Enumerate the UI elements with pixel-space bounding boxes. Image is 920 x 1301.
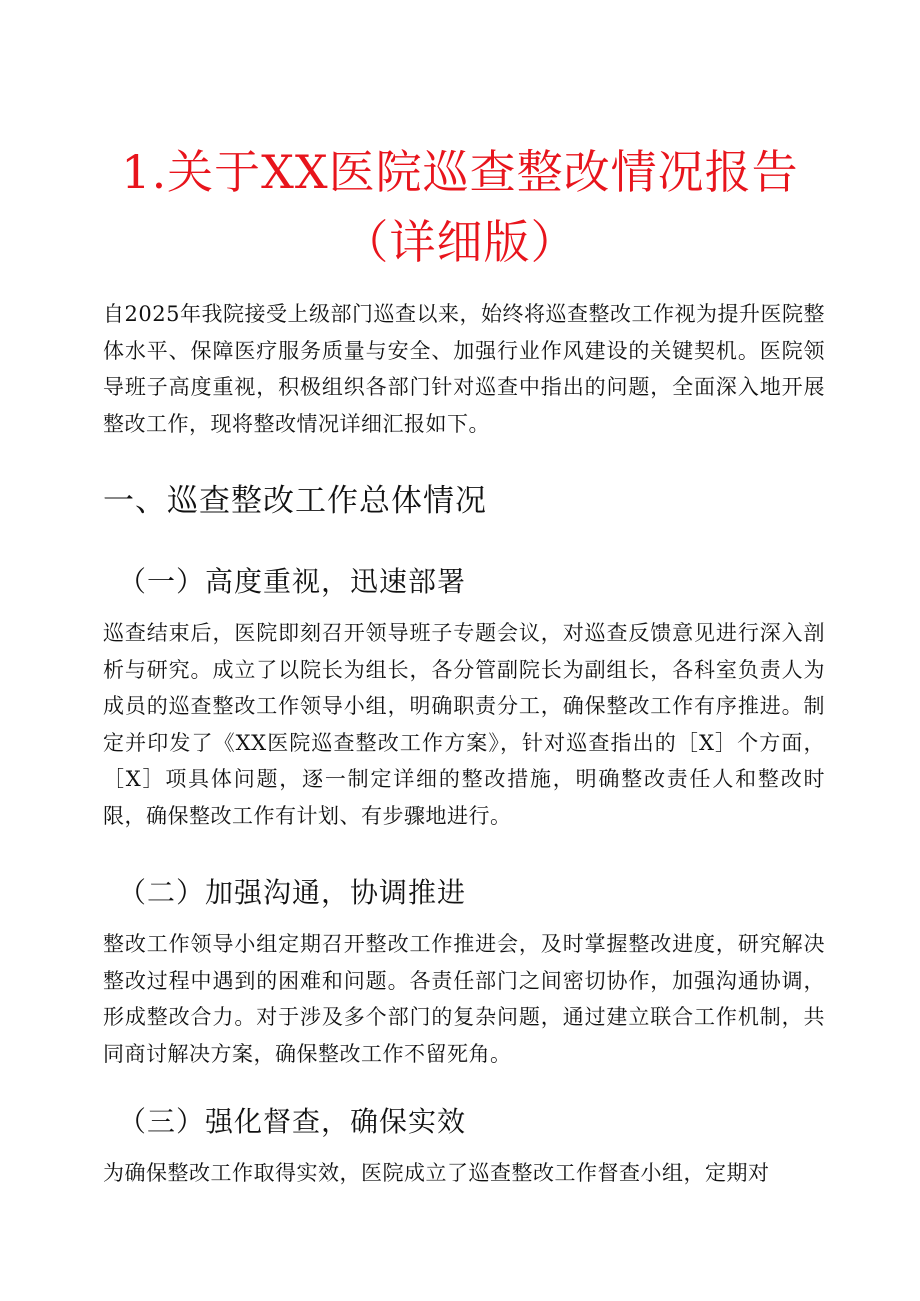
document-title: 1.关于XX医院巡查整改情况报告: [121, 145, 799, 199]
intro-paragraph: 自2025年我院接受上级部门巡查以来，始终将巡查整改工作视为提升医院整体水平、保障医疗服务质量与安全、加强行业作风建设的关键契机。医院领导班子高度重视，积极组织各部门针对巡查中指出的问题，全面深入地开展整改工作，现将整改情况详细汇报如下。: [103, 302, 825, 436]
section-heading: 一、巡查整改工作总体情况: [103, 483, 487, 519]
subsection-heading-2: （二）加强沟通，协调推进: [118, 876, 467, 909]
subsection-heading-1: （一）高度重视，迅速部署: [118, 565, 467, 598]
subsection-body-3: 为确保整改工作取得实效，医院成立了巡查整改工作督查小组，定期对: [103, 1161, 770, 1185]
subsection-body-1: 巡查结束后，医院即刻召开领导班子专题会议，对巡查反馈意见进行深入剖析与研究。成立了以院长为组长，各分管副院长为副组长，各科室负责人为成员的巡查整改工作领导小组，明确职责分工，确保整改工作有序推进。制定并印发了《XX医院巡查整改工作方案》，针对巡查指出的［X］个方面，［X］项具体问题，逐一制定详细的整改措施，明确整改责任人和整改时限，确保整改工作有计划、有步骤地进行。: [103, 621, 825, 828]
document-subtitle: （详细版）: [342, 215, 578, 269]
subsection-heading-3: （三）强化督查，确保实效: [118, 1105, 467, 1138]
subsection-body-2: 整改工作领导小组定期召开整改工作推进会，及时掌握整改进度，研究解决整改过程中遇到的困难和问题。各责任部门之间密切协作，加强沟通协调，形成整改合力。对于涉及多个部门的复杂问题，通过建立联合工作机制，共同商讨解决方案，确保整改工作不留死角。: [103, 932, 825, 1066]
